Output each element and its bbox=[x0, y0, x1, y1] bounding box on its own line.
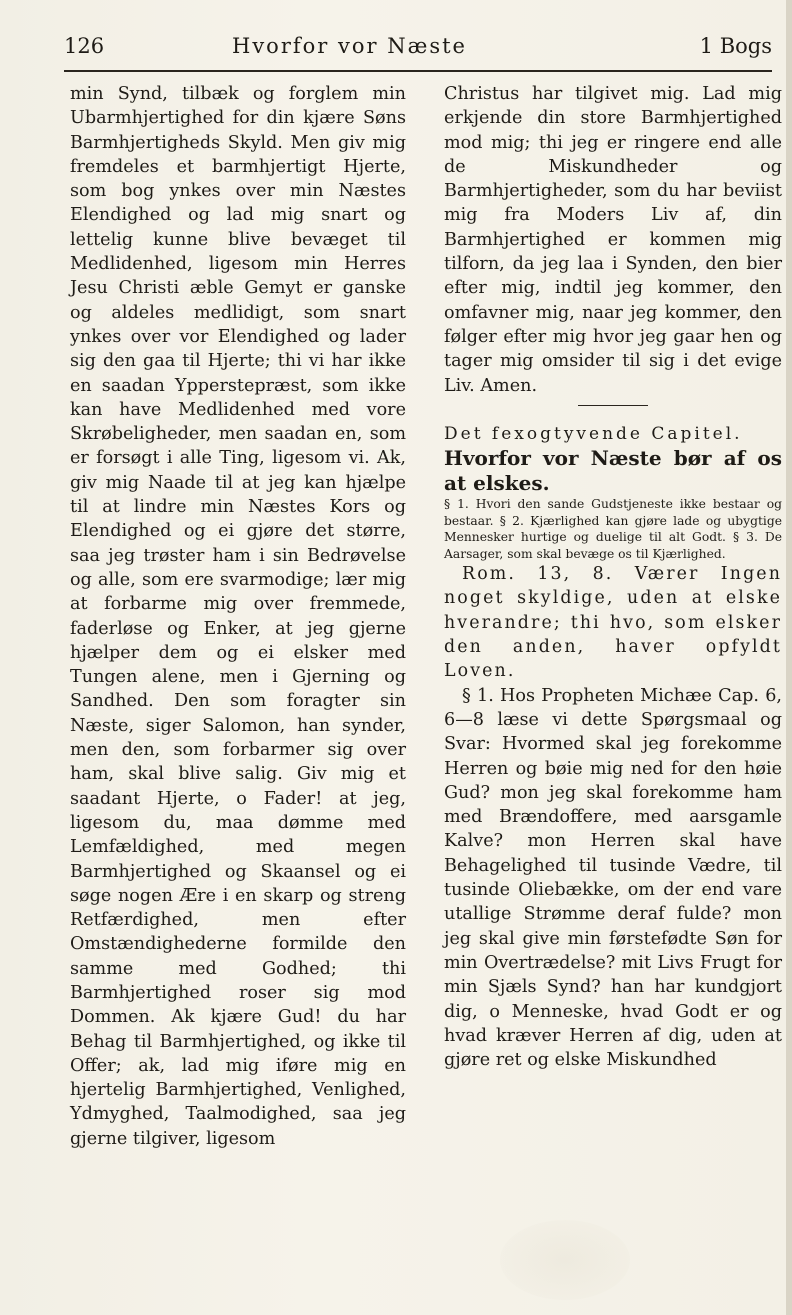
left-column bbox=[70, 82, 406, 1151]
chapter-title: Hvorfor vor Næste bør af os at elskes. bbox=[444, 446, 782, 496]
right-column bbox=[444, 82, 782, 1072]
chapter-motto: Rom. 13, 8. Værer Ingen noget skyldige, uden at elske hverandre; thi hvo, som elsker den anden, haver opfyldt Loven. bbox=[444, 564, 782, 682]
section-separator bbox=[578, 405, 648, 406]
paper-stain bbox=[500, 1220, 630, 1300]
prayer-paragraph: min Synd, tilbæk og forglem min Ubarmhjertighed for din kjære Søns Barmhjertigheds Skyld. Men giv mig fremdeles et barmhjertigt Hjerte, som bog ynkes over min Næstes Elendighed og lad mig snart og lettelig kunne blive bevæget til Medlidenhed, ligesom min Herres Jesu Christi æble Gemyt er ganske og aldeles medlidigt, som snart ynkes over vor Elendighed og lader sig den gaa til Hjerte; thi vi har ikke en saadan Ypperstepræst, som ikke kan have Medlidenhed med vore Skrøbeligheder, men saadan en, som er forsøgt i alle Ting, ligesom vi. Ak, giv mig Naade til at jeg kan hjælpe til at lindre min Næstes Kors og Elendighed og ei gjøre det større, saa jeg trøster ham i sin Bedrøvelse og alle, som ere svarmodige; lær mig at forbarme mig over fremmede, faderløse og Enker, at jeg gjerne hjælper dem og ei elsker med Tungen alene, men i Gjerning og Sandhed. Den som foragter sin Næste, siger Salomon, han synder, men den, som forbarmer sig over ham, skal blive salig. Giv mig et saadant Hjerte, o Fader! at jeg, ligesom du, maa dømme med Lemfældighed, med megen Barmhjertighed og Skaansel og ei søge nogen Ære i en skarp og streng Retfærdighed, men efter Omstændighederne formilde den samme med Godhed; thi Barmhjertighed roser sig mod Dommen. Ak kjære Gud! du har Behag til Barmhjertighed, og ikke til Offer; ak, lad mig iføre mig en hjertelig Barmhjertighed, Venlighed, Ydmyghed, Taalmodighed, saa jeg gjerne tilgiver, ligesom bbox=[70, 84, 406, 1149]
header-rule bbox=[64, 70, 772, 72]
chapter-number: Det fexogtyvende Capitel. bbox=[444, 423, 743, 444]
chapter-summary: § 1. Hvori den sande Gudstjeneste ikke bestaar og bestaar. § 2. Kjærlighed kan gjøre lade og ubygtige Mennesker hurtige og duelige til alt Godt. § 3. De Aarsager, som skal bevæge os til Kjærlighed. bbox=[444, 497, 782, 561]
page-number: 126 bbox=[64, 34, 105, 58]
page-header bbox=[64, 26, 772, 66]
running-title: Hvorfor vor Næste bbox=[232, 34, 467, 58]
prayer-end-paragraph: Christus har tilgivet mig. Lad mig erkjende din store Barmhjertighed mod mig; thi jeg er ringere end alle de Miskundheder og Barmhjertigheder, som du har beviist mig fra Moders Liv af, din Barmhjertighed er kommen mig tilforn, da jeg laa i Synden, den bier efter mig, indtil jeg kommer, den omfavner mig, naar jeg kommer, den følger efter mig hvor jeg gaar hen og tager mig omsider til sig i det evige Liv. Amen. bbox=[444, 84, 782, 396]
section-1-paragraph: § 1. Hos Propheten Michæe Cap. 6, 6—8 læse vi dette Spørgsmaal og Svar: Hvormed skal jeg forekomme Herren og bøie mig ned for den høie Gud? mon jeg skal forekomme ham med Brændoffere, med aarsgamle Kalve? mon Herren skal have Behagelighed til tusinde Vædre, til tusinde Oliebække, om der end vare utallige Strømme deraf fulde? mon jeg skal give min førstefødte Søn for min Overtrædelse? mit Livs Frugt for min Sjæls Synd? han har kundgjort dig, o Menneske, hvad Godt er og hvad kræver Herren af dig, uden at gjøre ret og elske Miskundhed bbox=[444, 685, 782, 1071]
signature-mark: 1 Bogs bbox=[699, 34, 772, 58]
page-edge bbox=[786, 0, 792, 1315]
